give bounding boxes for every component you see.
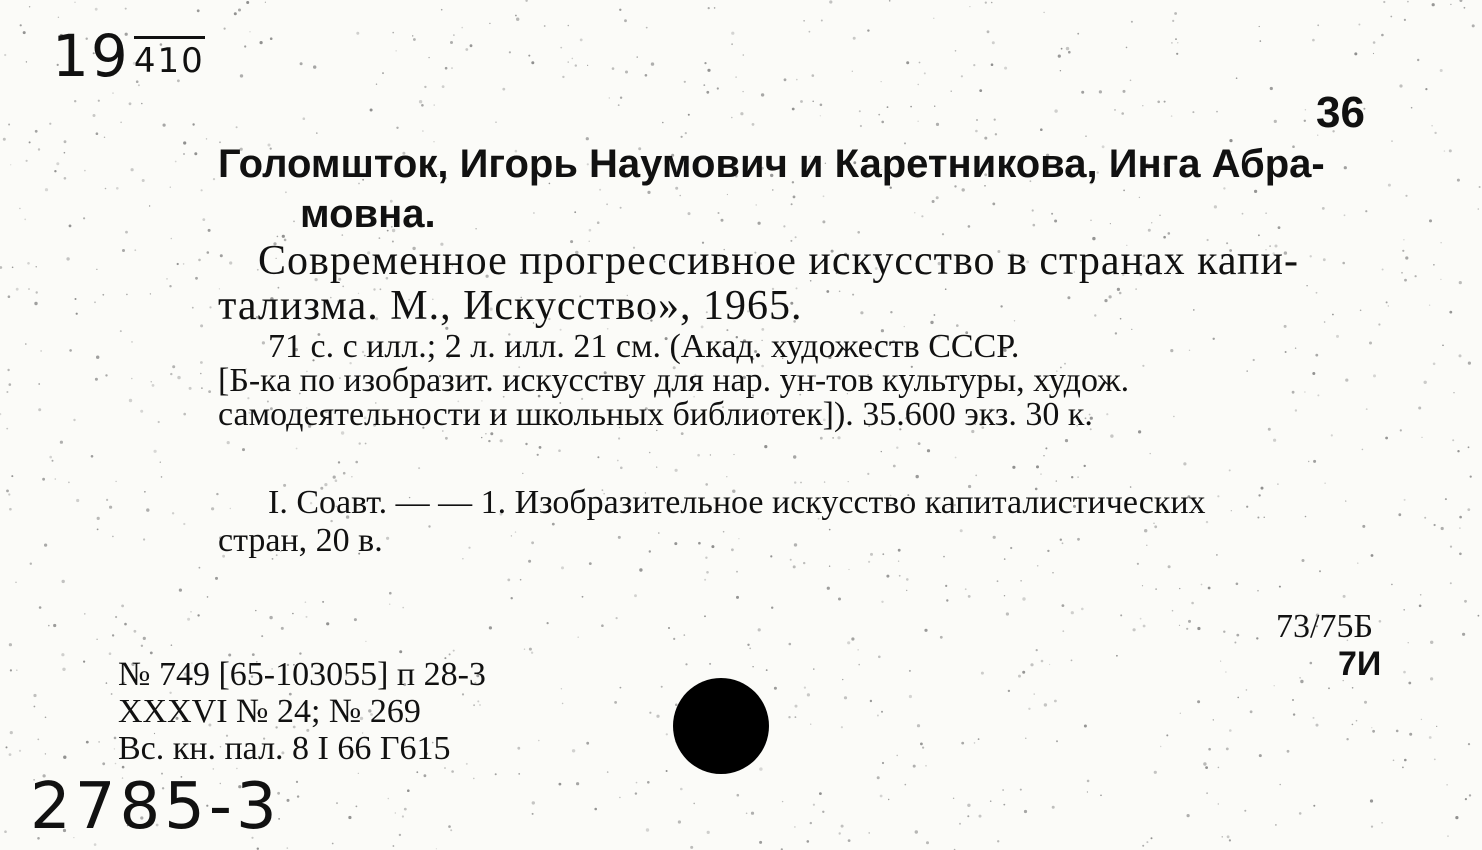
classification-line-2: 7И xyxy=(1338,645,1382,683)
author-line-1: Голомшток, Игорь Наумович и Каретникова, Инга Абра- xyxy=(218,142,1325,186)
author-line-2: мовна. xyxy=(300,192,436,236)
description-line-2: [Б-ка по изобразит. искусству для нар. ун-тов культуры, худож. xyxy=(218,362,1130,399)
printing-line-1: № 749 [65-103055] п 28-3 xyxy=(118,656,486,693)
printing-line-2: XXXVI № 24; № 269 xyxy=(118,693,421,730)
tracings-line-1: I. Соавт. — — 1. Изобразительное искусство капиталистических xyxy=(268,484,1206,521)
card-number: 36 xyxy=(1316,88,1365,137)
handwritten-shelf-mark-fraction: 410 xyxy=(134,36,205,81)
handwritten-inventory-number: 2785-3 xyxy=(30,770,281,844)
title-line-2: тализма. М., Искусство», 1965. xyxy=(218,283,803,329)
punch-hole xyxy=(673,678,769,774)
handwritten-shelf-mark xyxy=(52,22,205,90)
description-line-3: самодеятельности и школьных библиотек]). 35.600 экз. 30 к. xyxy=(218,396,1093,433)
title-line-1: Современное прогрессивное искусство в странах капи- xyxy=(258,238,1299,284)
classification-line-1: 73/75Б xyxy=(1276,608,1373,645)
tracings-line-2: стран, 20 в. xyxy=(218,522,383,559)
printing-line-3: Вс. кн. пал. 8 I 66 Г615 xyxy=(118,730,451,767)
description-line-1: 71 с. с илл.; 2 л. илл. 21 см. (Акад. художеств СССР. xyxy=(268,328,1020,365)
handwritten-shelf-mark-main: 19 xyxy=(52,22,130,90)
